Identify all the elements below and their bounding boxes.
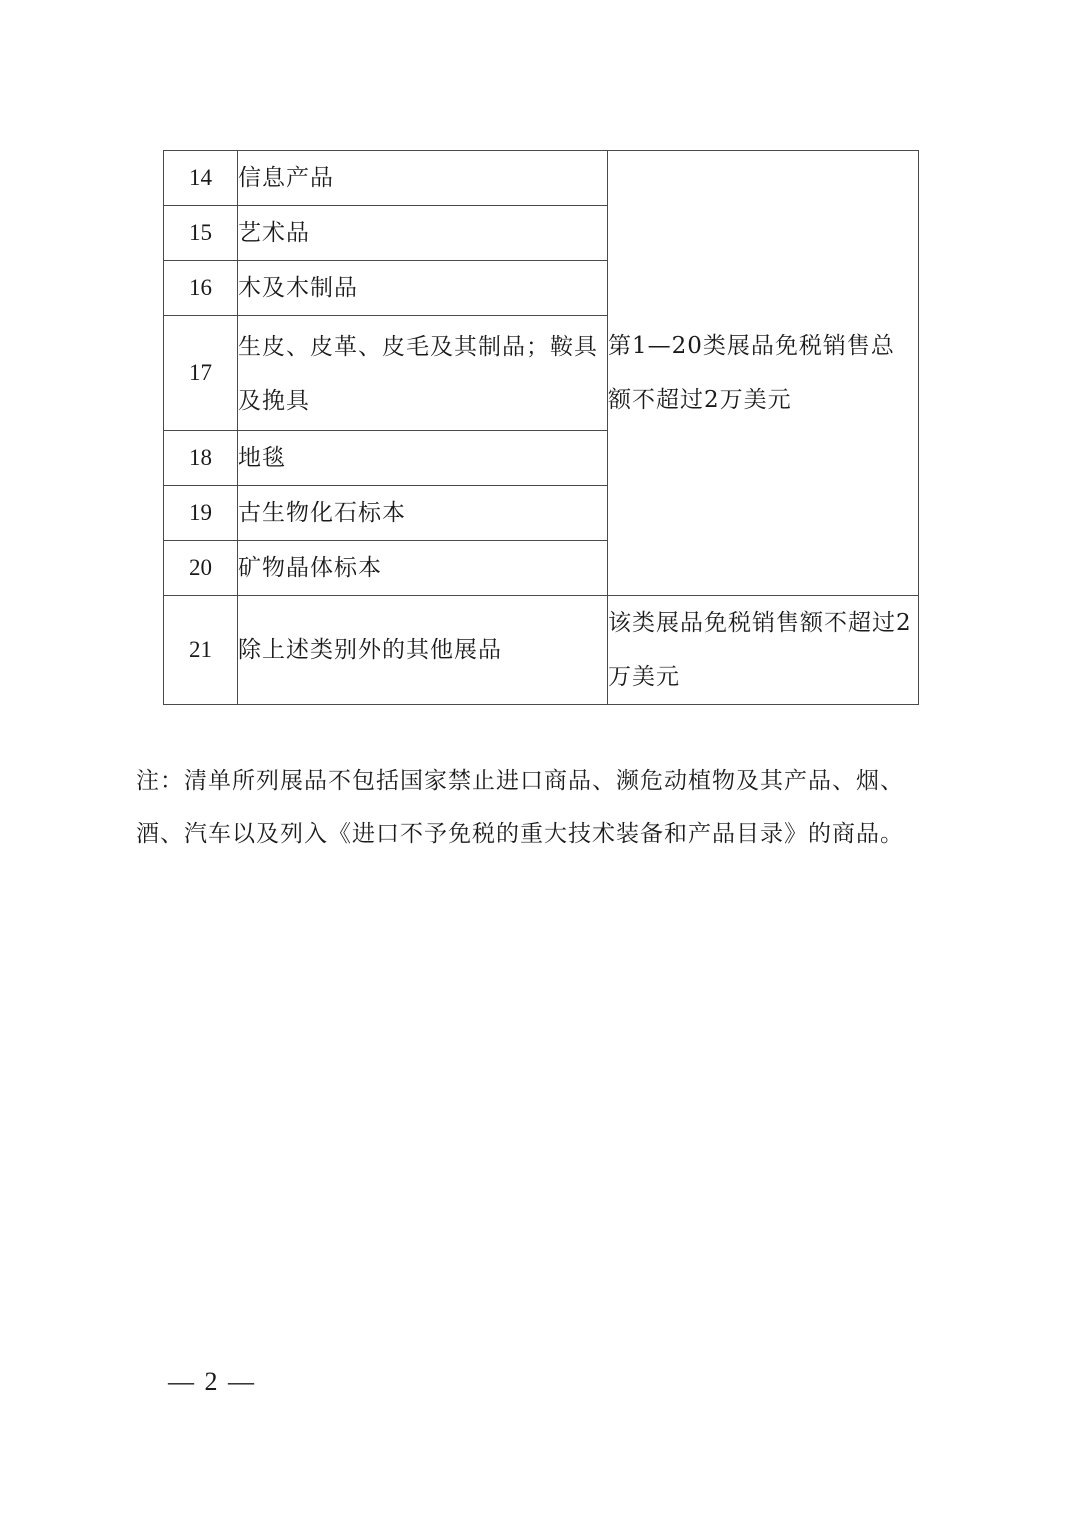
exhibit-category: 木及木制品 <box>238 261 608 316</box>
row-number: 17 <box>164 316 238 431</box>
exhibit-category: 信息产品 <box>238 151 608 206</box>
limit-cell-category-21: 该类展品免税销售额不超过2万美元 <box>608 596 919 705</box>
limit-cell-categories-1-20: 第1—20类展品免税销售总额不超过2万美元 <box>608 151 919 596</box>
table-row <box>164 151 919 206</box>
row-number: 14 <box>164 151 238 206</box>
row-number: 18 <box>164 431 238 486</box>
page-number: — 2 — <box>168 1367 256 1396</box>
row-number: 20 <box>164 541 238 596</box>
exhibit-category: 生皮、皮革、皮毛及其制品；鞍具及挽具 <box>238 316 608 431</box>
exhibit-category: 除上述类别外的其他展品 <box>238 596 608 705</box>
exhibit-category: 艺术品 <box>238 206 608 261</box>
footnote: 注：清单所列展品不包括国家禁止进口商品、濒危动植物及其产品、烟、酒、汽车以及列入《进口不予免税的重大技术装备和产品目录》的商品。 <box>136 768 904 847</box>
exhibit-category: 古生物化石标本 <box>238 486 608 541</box>
exhibit-catalog-table <box>163 150 919 705</box>
row-number: 21 <box>164 596 238 705</box>
exhibit-category: 地毯 <box>238 431 608 486</box>
table-row <box>164 596 919 705</box>
row-number: 19 <box>164 486 238 541</box>
row-number: 16 <box>164 261 238 316</box>
exhibit-category: 矿物晶体标本 <box>238 541 608 596</box>
row-number: 15 <box>164 206 238 261</box>
